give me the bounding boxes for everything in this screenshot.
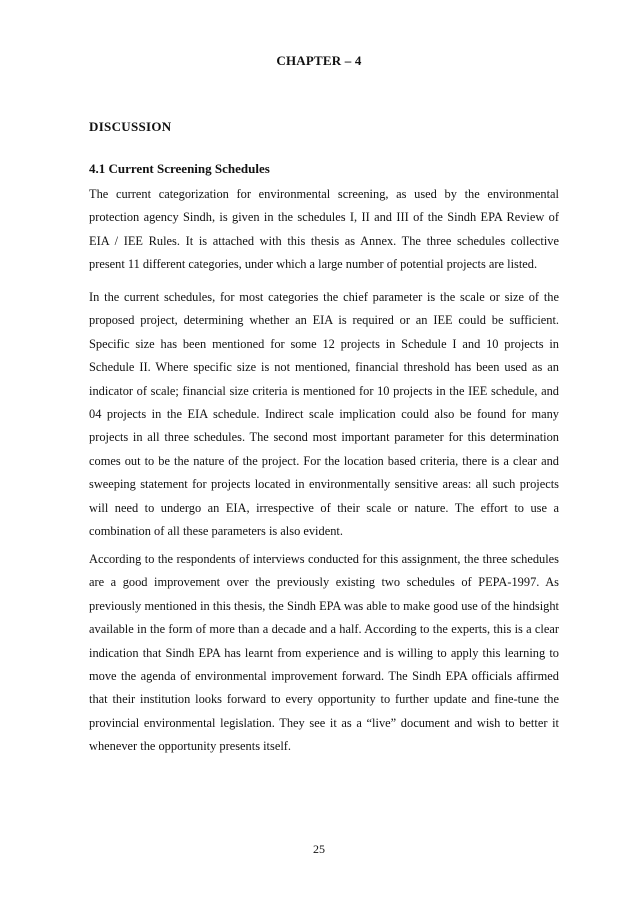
paragraph-2: In the current schedules, for most categories the chief parameter is the scale or size of the proposed project, determining whether an EIA is required or an IEE could be sufficient. Specific size has been mentioned for some 12 projects in Schedule I and 10 projects in Schedule II. Where specific size is not mentioned, financial threshold has been used as an indicator of scale; financial size criteria is mentioned for 10 projects in the IEE schedule, and 04 projects in the EIA schedule. Indirect scale implication could also be found for many projects in all three schedules. The second most important parameter for this determination comes out to be the nature of the project. For the location based criteria, there is a clear and sweeping statement for projects located in environmentally sensitive areas: all such projects will need to undergo an EIA, irrespective of their scale or nature. The effort to use a combination of all these parameters is also evident. [89,290,559,539]
chapter-heading: CHAPTER – 4 [276,53,362,68]
section-heading: 4.1 Current Screening Schedules [89,161,270,176]
paragraph-1: The current categorization for environmental screening, as used by the environmental protection agency Sindh, is given in the schedules I, II and III of the Sindh EPA Review of EIA / IEE Rules. It is attached with this thesis as Annex. The three schedules collective present 11 different categories, under which a large number of potential projects are listed. [89,187,559,272]
page-number: 25 [313,842,325,856]
page-title: DISCUSSION [89,119,172,134]
paragraph-3: According to the respondents of interviews conducted for this assignment, the three schedules are a good improvement over the previously existing two schedules of PEPA-1997. As previously mentioned in this thesis, the Sindh EPA was able to make good use of the hindsight available in the form of more than a decade and a half. According to the experts, this is a clear indication that Sindh EPA has learnt from experience and is willing to apply this learning to move the agenda of environmental improvement forward. The Sindh EPA officials affirmed that their institution looks forward to every opportunity to further update and fine-tune the provincial environmental legislation. They see it as a “live” document and wish to better it whenever the opportunity presents itself. [89,552,559,754]
